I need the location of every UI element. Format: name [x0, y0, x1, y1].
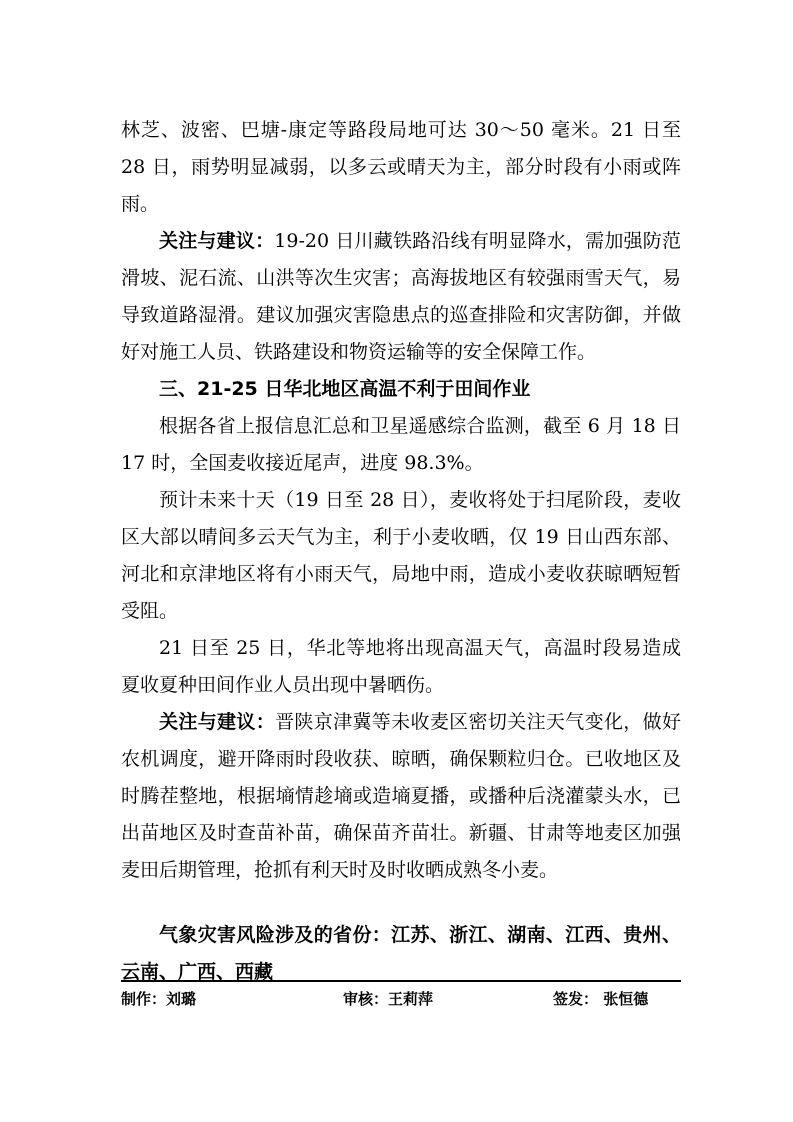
paragraph-harvest-progress: 根据各省上报信息汇总和卫星遥感综合监测，截至 6 月 18 日 17 时，全国麦收接近尾声，进度 98.3%。	[121, 415, 681, 474]
section-heading-3: 三、21-25 日华北地区高温不利于田间作业	[159, 378, 531, 400]
document-footer	[121, 988, 681, 1010]
advice-text: 晋陕京津冀等未收麦区密切关注天气变化，做好农机调度，避开降雨时段收获、晾晒，确保颗粒归仓。已收地区及时腾茬整地，根据墒情趁墒或造墒夏播，或播种后浇灌蒙头水，已出苗地区及时查苗补苗，确保苗齐苗壮。新疆、甘肃等地麦区加强麦田后期管理，抢抓有利天时及时收晒成熟冬小麦。	[121, 711, 681, 881]
advice-label: 关注与建议：	[159, 711, 276, 733]
paragraph-forecast: 预计未来十天（19 日至 28 日），麦收将处于扫尾阶段，麦收区大部以晴间多云天气为主，利于小麦收晒，仅 19 日山西东部、河北和京津地区将有小雨天气，局地中雨，造成小麦收获晾晒短暂受阻。	[121, 489, 681, 622]
document-body	[121, 112, 681, 991]
paragraph-advice-harvest	[121, 704, 681, 889]
paragraph-heat: 21 日至 25 日，华北等地将出现高温天气，高温时段易造成夏收夏种田间作业人员出现中暑晒伤。	[121, 637, 681, 696]
advice-label: 关注与建议：	[159, 230, 275, 252]
reviewer-credit: 审核：王莉萍	[343, 990, 434, 1008]
paragraph-advice-railway	[121, 223, 681, 371]
producer-credit: 制作：刘璐	[121, 990, 197, 1008]
paragraph-rainfall: 林芝、波密、巴塘-康定等路段局地可达 30～50 毫米。21 日至 28 日，雨势明显减弱，以多云或晴天为主，部分时段有小雨或阵雨。	[121, 119, 681, 215]
footer-divider	[121, 980, 681, 982]
advice-text: 19-20 日川藏铁路沿线有明显降水，需加强防范滑坡、泥石流、山洪等次生灾害；高海拔地区有较强雨雪天气，易导致道路湿滑。建议加强灾害隐患点的巡查排险和灾害防御，并做好对施工人员、铁路建设和物资运输等的安全保障工作。	[121, 230, 681, 363]
affected-provinces: 气象灾害风险涉及的省份：江苏、浙江、湖南、江西、贵州、云南、广西、西藏	[121, 924, 681, 983]
signer-credit: 签发： 张恒德	[553, 990, 649, 1008]
